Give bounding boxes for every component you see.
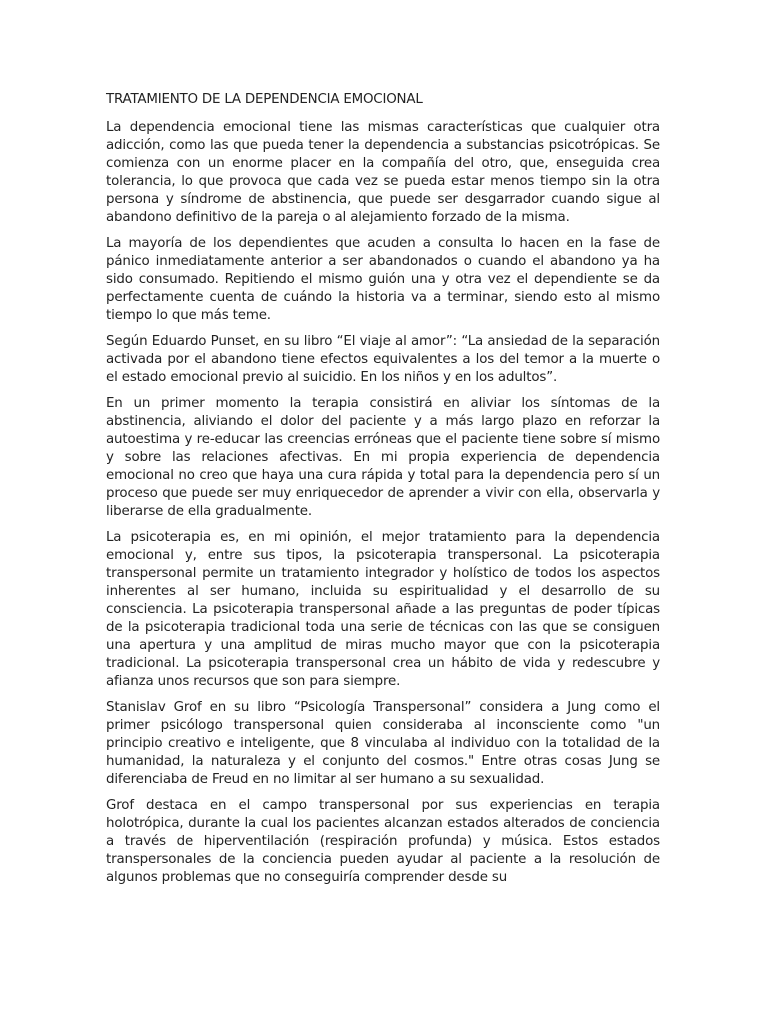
paragraph-3: Según Eduardo Punset, en su libro “El viaje al amor”: “La ansiedad de la separación activada por el abandono tiene efectos equivalentes a los del temor a la muerte o el estado emocional previo al suicidio. En los niños y en los adultos”. bbox=[106, 334, 660, 385]
paragraph-5: La psicoterapia es, en mi opinión, el mejor tratamiento para la dependencia emocional y, entre sus tipos, la psicoterapia transpersonal. La psicoterapia transpersonal permite un tratamiento integrador y holístico de todos los aspectos inherentes al ser humano, incluida su espiritualidad y el desarrollo de su consciencia. La psicoterapia transpersonal añade a las preguntas de poder típicas de la psicoterapia tradicional toda una serie de técnicas con las que se consiguen una apertura y una amplitud de miras mucho mayor que con la psicoterapia tradicional. La psicoterapia transpersonal crea un hábito de vida y redescubre y afianza unos recursos que son para siempre. bbox=[106, 530, 660, 689]
document-body bbox=[106, 91, 660, 887]
document-title: TRATAMIENTO DE LA DEPENDENCIA EMOCIONAL bbox=[106, 92, 423, 107]
paragraph-4: En un primer momento la terapia consistirá en aliviar los síntomas de la abstinencia, aliviando el dolor del paciente y a más largo plazo en reforzar la autoestima y re-educar las creencias erróneas que el paciente tiene sobre sí mismo y sobre las relaciones afectivas. En mi propia experiencia de dependencia emocional no creo que haya una cura rápida y total para la dependencia pero sí un proceso que puede ser muy enriquecedor de aprender a vivir con ella, observarla y liberarse de ella gradualmente. bbox=[106, 396, 660, 519]
paragraph-2: La mayoría de los dependientes que acuden a consulta lo hacen en la fase de pánico inmediatamente anterior a ser abandonados o cuando el abandono ya ha sido consumado. Repitiendo el mismo guión una y otra vez el dependiente se da perfectamente cuenta de cuándo la historia va a terminar, siendo esto al mismo tiempo lo que más teme. bbox=[106, 236, 660, 323]
paragraph-6: Stanislav Grof en su libro “Psicología Transpersonal” considera a Jung como el primer psicólogo transpersonal quien consideraba al inconsciente como "un principio creativo e inteligente, que 8 vinculaba al individuo con la totalidad de la humanidad, la naturaleza y el conjunto del cosmos." Entre otras cosas Jung se diferenciaba de Freud en no limitar al ser humano a su sexualidad. bbox=[106, 700, 660, 787]
paragraph-1: La dependencia emocional tiene las mismas características que cualquier otra adicción, como las que pueda tener la dependencia a substancias psicotrópicas. Se comienza con un enorme placer en la compañía del otro, que, enseguida crea tolerancia, lo que provoca que cada vez se pueda estar menos tiempo sin la otra persona y síndrome de abstinencia, que puede ser desgarrador cuando sigue al abandono definitivo de la pareja o al alejamiento forzado de la misma. bbox=[106, 120, 660, 225]
paragraph-7: Grof destaca en el campo transpersonal por sus experiencias en terapia holotrópica, durante la cual los pacientes alcanzan estados alterados de conciencia a través de hiperventilación (respiración profunda) y música. Estos estados transpersonales de la conciencia pueden ayudar al paciente a la resolución de algunos problemas que no conseguiría comprender desde su bbox=[106, 798, 660, 885]
